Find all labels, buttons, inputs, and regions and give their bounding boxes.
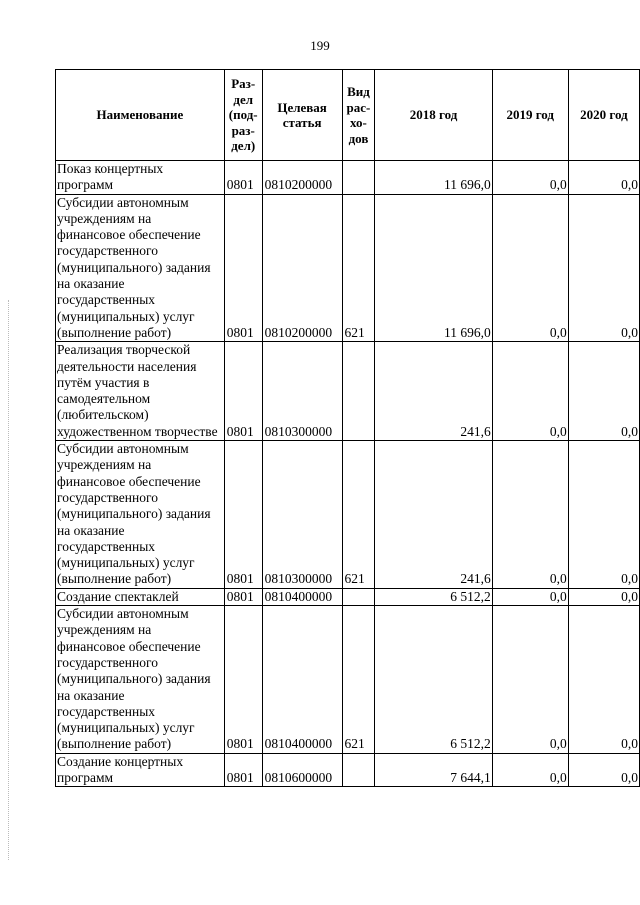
table-row — [56, 753, 640, 787]
header-expense — [342, 70, 375, 161]
row-2020: 0,0 — [568, 342, 639, 441]
row-expense — [342, 342, 375, 441]
margin-dots — [8, 300, 11, 860]
row-section: 0801 — [224, 194, 262, 342]
row-2019: 0,0 — [492, 588, 568, 605]
row-target: 0810600000 — [262, 753, 342, 787]
table-row — [56, 161, 640, 195]
row-2019: 0,0 — [492, 161, 568, 195]
row-section: 0801 — [224, 588, 262, 605]
row-name: Создание спектаклей — [56, 588, 225, 605]
row-2020: 0,0 — [568, 588, 639, 605]
row-2020: 0,0 — [568, 753, 639, 787]
row-expense — [342, 588, 375, 605]
table-row — [56, 606, 640, 754]
header-section — [224, 70, 262, 161]
row-expense: 621 — [342, 606, 375, 754]
row-2018: 7 644,1 — [375, 753, 492, 787]
page-number: 199 — [310, 38, 330, 53]
row-name: Субсидии автономным учреждениям на финансовое обеспечение государственного (муниципального) задания на оказание государственных (муниципальных) услуг (выполнение работ) — [56, 194, 225, 342]
row-expense: 621 — [342, 441, 375, 589]
header-section-text: Раз- дел (под- раз- дел) — [228, 76, 258, 154]
row-name: Субсидии автономным учреждениям на финансовое обеспечение государственного (муниципального) задания на оказание государственных (муниципальных) услуг (выполнение работ) — [56, 606, 225, 754]
header-row — [56, 70, 640, 161]
table-row — [56, 342, 640, 441]
row-2018: 241,6 — [375, 342, 492, 441]
header-target — [262, 70, 342, 161]
row-target: 0810200000 — [262, 194, 342, 342]
row-2018: 6 512,2 — [375, 606, 492, 754]
row-2018: 11 696,0 — [375, 161, 492, 195]
row-2020: 0,0 — [568, 441, 639, 589]
row-target: 0810300000 — [262, 342, 342, 441]
row-2020: 0,0 — [568, 606, 639, 754]
row-expense — [342, 753, 375, 787]
table-row — [56, 441, 640, 589]
row-2019: 0,0 — [492, 441, 568, 589]
budget-table-wrap — [55, 69, 640, 787]
row-target: 0810200000 — [262, 161, 342, 195]
table-row — [56, 588, 640, 605]
row-section: 0801 — [224, 342, 262, 441]
table-row — [56, 194, 640, 342]
budget-table — [55, 69, 640, 787]
row-section: 0801 — [224, 606, 262, 754]
header-2020: 2020 год — [568, 70, 639, 161]
row-name: Субсидии автономным учреждениям на финансовое обеспечение государственного (муниципального) задания на оказание государственных (муниципальных) услуг (выполнение работ) — [56, 441, 225, 589]
row-target: 0810400000 — [262, 606, 342, 754]
row-2020: 0,0 — [568, 194, 639, 342]
row-expense: 621 — [342, 194, 375, 342]
row-2018: 6 512,2 — [375, 588, 492, 605]
row-2020: 0,0 — [568, 161, 639, 195]
row-target: 0810400000 — [262, 588, 342, 605]
row-name: Реализация творческой деятельности населения путём участия в самодеятельном (любительском) художественном творчестве — [56, 342, 225, 441]
row-section: 0801 — [224, 161, 262, 195]
row-2019: 0,0 — [492, 753, 568, 787]
header-2018: 2018 год — [375, 70, 492, 161]
header-target-text: Целевая статья — [277, 99, 327, 130]
header-2019: 2019 год — [492, 70, 568, 161]
row-2018: 11 696,0 — [375, 194, 492, 342]
row-2019: 0,0 — [492, 194, 568, 342]
row-section: 0801 — [224, 753, 262, 787]
header-name: Наименование — [56, 70, 225, 161]
row-section: 0801 — [224, 441, 262, 589]
row-name: Показ концертных программ — [56, 161, 225, 195]
row-2019: 0,0 — [492, 606, 568, 754]
row-name: Создание концертных программ — [56, 753, 225, 787]
row-2018: 241,6 — [375, 441, 492, 589]
row-expense — [342, 161, 375, 195]
header-expense-text: Вид рас- хо- дов — [346, 84, 371, 146]
row-2019: 0,0 — [492, 342, 568, 441]
row-target: 0810300000 — [262, 441, 342, 589]
